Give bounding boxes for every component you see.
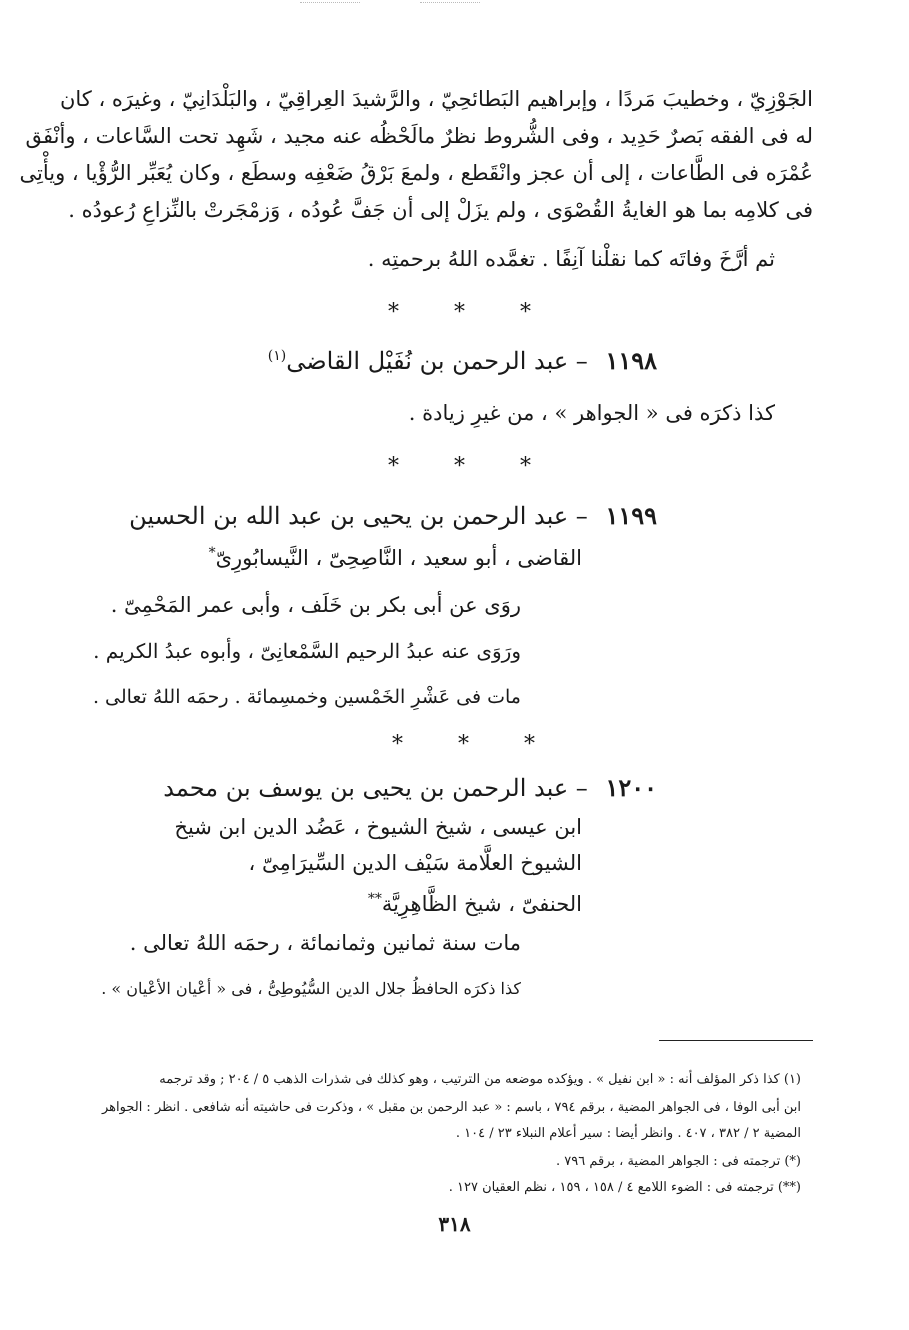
footnote-ref: (١) [267, 348, 287, 364]
footnote-line: المضية ٢ / ٣٨٢ ، ٤٠٧ . وانظر أيضا : سير أعلام النبلاء ٢٣ / ١٠٤ . [455, 1126, 801, 1141]
footnote-line: (١) كذا ذكر المؤلف أنه : « ابن نفيل » . ويؤكده موضعه من الترتيب ، وهو كذلك فى شذرات الذهب ٥ / ٢٠٤ ; وقد ترجمه [159, 1072, 801, 1087]
intro-line: له فى الفقه بَصرٌ حَدِيد ، وفى الشُّروط نظرٌ مالَحْظُه عنه مجيد ، شَهِد تحت السَّاعات ، وأنْفَق [25, 124, 813, 148]
intro-line: الجَوْزِيّ ، وخطيبَ مَردًا ، وإبراهيم البَطائحِيّ ، والرَّشيدَ العِراقِيّ ، والبَلْدَانِيّ ، وغيرَه ، كان [59, 87, 813, 111]
separator-stars: * * * [392, 732, 559, 757]
entry-1200-text: كذا ذكرَه الحافظُ جلال الدين السُّيُوطِىُّ ، فى « أعْيان الأعْيان » . [101, 979, 521, 998]
entry-1200-subtitle [368, 884, 582, 919]
intro-line: عُمْرَه فى الطَّاعات ، إلى أن عجز وانْقَطع ، ولمعَ بَرْقُ ضَعْفِه وسطَع ، وكان يُعَبِّر الرُّؤْيا ، ويأْتِى [19, 161, 813, 185]
footnote-mark: ** [367, 891, 382, 907]
entry-1200-subtitle: الشيوخ العلَّامة سَيْف الدين السِّيرَامِىّ ، [248, 851, 582, 875]
subtitle-text: الحنفىّ ، شيخ الظَّاهِرِيَّة [381, 892, 582, 916]
entry-name: عبد الرحمن بن يحيى بن عبد الله بن الحسين [129, 502, 569, 530]
footnote-rule [659, 1040, 813, 1041]
entry-number: ١١٩٨ [605, 346, 657, 375]
separator-stars: * * * [388, 300, 555, 325]
scan-mark [300, 2, 360, 3]
scan-mark [420, 2, 480, 3]
intro-line: فى كلامِه بما هو الغايةُ القُصْوَى ، ولم يزَلْ إلى أن جَفَّ عُودُه ، وَزمْجَرتْ بالنِّزاعِ رُعودُه . [68, 198, 813, 222]
entry-1199-text: مات فى عَشْرِ الخَمْسين وخمسِمائة . رحمَه اللهُ تعالى . [92, 686, 521, 708]
entry-1198-text: كذا ذكرَه فى « الجواهر » ، من غيرِ زيادة . [408, 401, 775, 425]
separator-stars: * * * [388, 454, 555, 479]
footnote-line: (**) ترجمته فى : الضوء اللامع ٤ / ١٥٨ ، ١٥٩ ، نظم العقيان ١٢٧ . [448, 1180, 801, 1195]
entry-1200-text: مات سنة ثمانين وثمانمائة ، رحمَه اللهُ تعالى . [129, 931, 521, 955]
entry-1199-text: ورَوَى عنه عبدُ الرحيم السَّمْعانِىّ ، وأبوه عبدُ الكريم . [93, 639, 521, 663]
footnote-mark: * [208, 545, 216, 561]
entry-1199-heading [129, 500, 657, 532]
entry-name: عبد الرحمن بن نُفَيْل القاضى [286, 347, 569, 375]
entry-1198-heading [268, 340, 657, 377]
subtitle-text: القاضى ، أبو سعيد ، النَّاصِحِىّ ، النَّيسابُورِىّ [215, 546, 582, 570]
entry-1199-text: روَى عن أبى بكر بن خَلَف ، وأبى عمر المَحْمِىّ . [110, 593, 521, 617]
entry-1199-subtitle [209, 538, 582, 573]
page-number: ٣١٨ [438, 1212, 471, 1236]
footnote-line: (*) ترجمته فى : الجواهر المضية ، برقم ٧٩٦ . [555, 1154, 801, 1169]
entry-dash: – [575, 347, 588, 375]
entry-dash: – [575, 502, 588, 530]
entry-1200-heading [163, 772, 657, 804]
entry-number: ١١٩٩ [605, 501, 657, 530]
entry-number: ١٢٠٠ [605, 773, 657, 802]
entry-dash: – [575, 774, 588, 802]
intro-last-line: ثم أرَّخَ وفاتَه كما نقلْنا آنِفًا . تغمَّده اللهُ برحمتِه . [367, 247, 775, 271]
entry-1200-subtitle: ابن عيسى ، شيخ الشيوخ ، عَضُد الدين ابن شيخ [174, 815, 582, 839]
entry-name: عبد الرحمن بن يحيى بن يوسف بن محمد [163, 774, 569, 802]
footnote-line: ابن أبى الوفا ، فى الجواهر المضية ، برقم ٧٩٤ ، باسم : « عبد الرحمن بن مقبل » ، وذكرت فى حاشيته أنه شافعى . انظر : الجواهر [101, 1100, 801, 1115]
